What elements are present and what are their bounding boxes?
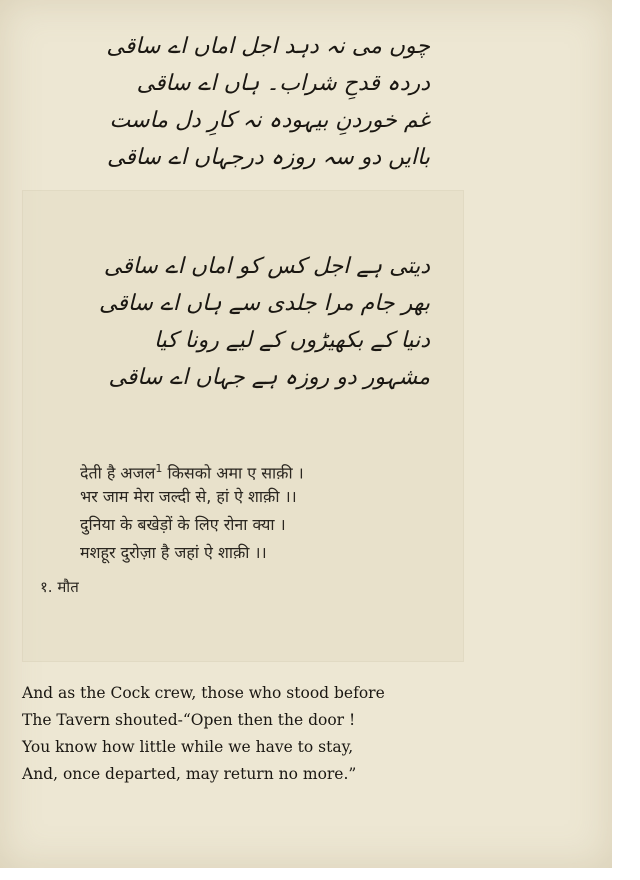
english-stanza [22, 680, 502, 788]
urdu-verse-line: چوں می نہ دہد اجل اماں اے ساقی [106, 34, 430, 59]
urdu-verse-line: بھر جام مرا جلدی سے ہاں اے ساقی [98, 291, 430, 316]
urdu-verse-line: دنیا کے بکھیڑوں کے لیے رونا کیا [153, 328, 430, 353]
urdu-stanza-2 [98, 248, 430, 396]
hindi-verse-line: मशहूर दुरोज़ा है जहां ऐ शाक़ी ।। [80, 543, 267, 562]
footnote: १. मौत [40, 578, 79, 596]
urdu-verse-line: دیتی ہے اجل کس کو اماں اے ساقی [103, 254, 430, 279]
english-verse-line: The Tavern shouted-“Open then the door ! [22, 711, 356, 729]
english-verse-line: You know how little while we have to stay, [22, 738, 354, 756]
urdu-stanza-1 [106, 28, 430, 176]
english-verse-line: And, once departed, may return no more.” [22, 765, 357, 783]
hindi-verse-line: भर जाम मेरा जल्दी से, हां ऐ शाक़ी ।। [80, 487, 297, 506]
hindi-line-start: देती है अजल [80, 463, 156, 483]
hindi-stanza [80, 455, 480, 567]
hindi-line-rest: किसको अमा ए साक़ी । [167, 463, 304, 483]
hindi-verse-line: दुनिया के बखेड़ों के लिए रोना क्या । [80, 515, 286, 534]
english-verse-line: And as the Cock crew, those who stood before [22, 684, 385, 702]
urdu-verse-line: دردہ قدحِ شراب۔ ہاں اے ساقی [136, 71, 430, 96]
hindi-verse-line [80, 455, 480, 483]
urdu-verse-line: باایں دو سہ روزہ درجہاں اے ساقی [106, 145, 430, 170]
footnote-marker: 1 [155, 462, 163, 475]
urdu-verse-line: غم خوردنِ بیہودہ نہ کارِ دل ماست [109, 108, 430, 133]
urdu-verse-line: مشہور دو روزہ ہے جہاں اے ساقی [108, 365, 430, 390]
